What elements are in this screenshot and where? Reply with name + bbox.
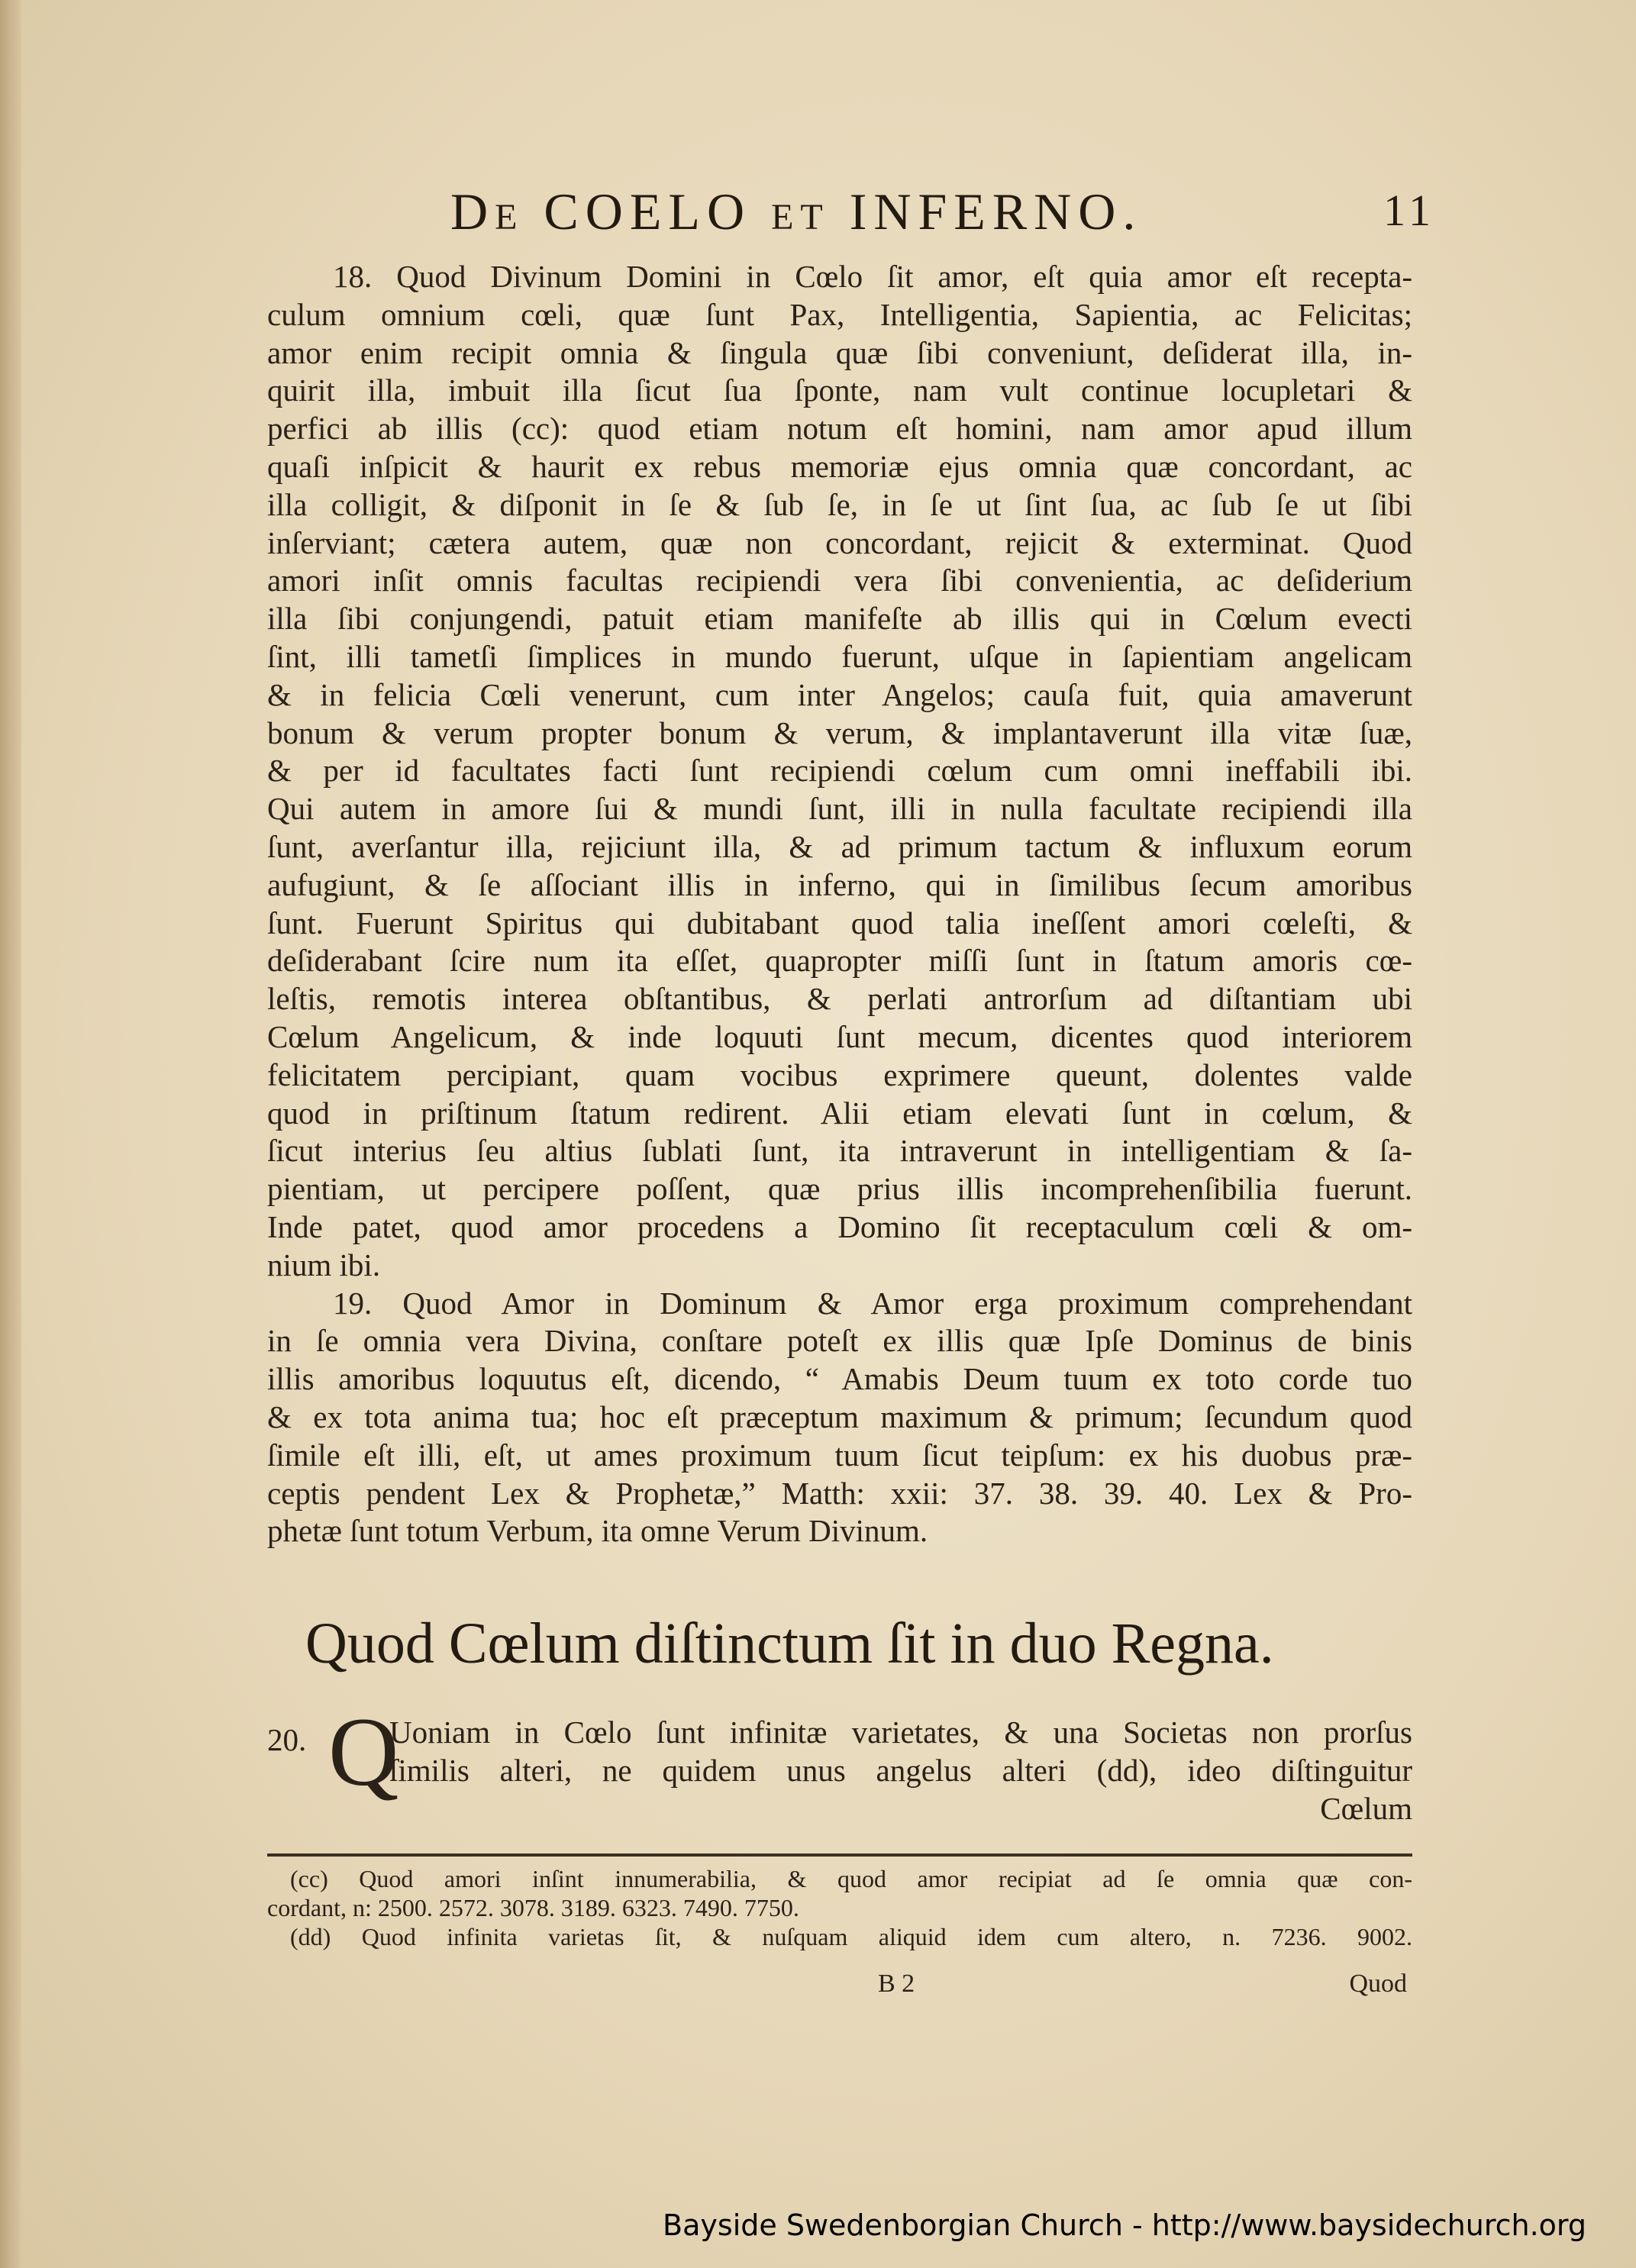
paragraph-line: ſunt. Fuerunt Spiritus qui dubitabant quod talia ineſſent amori cœleſti, & [267, 905, 1412, 940]
paragraph-18 [267, 258, 1412, 1285]
paragraph-line: ſimile eſt illi, eſt, ut ames proximum tuum ſicut teipſum: ex his duobus præ- [267, 1437, 1412, 1473]
paragraph-line: in ſe omnia vera Divina, conſtare poteſt ex illis quæ Ipſe Dominus de binis [267, 1323, 1412, 1359]
page-number: 11 [1383, 186, 1435, 235]
paragraph-line: nium ibi. [267, 1247, 381, 1282]
watermark: Bayside Swedenborgian Church - http://www.baysidechurch.org [663, 2208, 1586, 2242]
drop-cap: Q [328, 1698, 399, 1806]
running-title: De COELO et INFERNO. [450, 182, 1143, 240]
paragraph-line: leſtis, remotis interea obſtantibus, & perlati antrorſum ad diſtantiam ubi [267, 981, 1412, 1017]
paragraph-line: aufugiunt, & ſe aſſociant illis in inferno, qui in ſimilibus ſecum amoribus [267, 866, 1412, 902]
paragraph-line: Qui autem in amore ſui & mundi ſunt, illi in nulla facultate recipiendi illa [267, 791, 1412, 827]
paragraph-line: ſicut interius ſeu altius ſublati ſunt, ita intraverunt in intelligentiam & ſa- [267, 1133, 1412, 1169]
paragraph-line: Cœlum [1320, 1791, 1412, 1826]
paragraph-line: perfici ab illis (cc): quod etiam notum eſt homini, nam amor apud illum [267, 411, 1412, 447]
footnote-line: (dd) Quod infinita varietas ſit, & nuſquam aliquid idem cum altero, n. 7236. 9002. [290, 1923, 1412, 1950]
paragraph-line: ſint, illi tametſi ſimplices in mundo fuerunt, uſque in ſapientiam angelicam [267, 638, 1412, 674]
paragraph-line: Cœlum Angelicum, & inde loquuti ſunt mecum, dicentes quod interiorem [267, 1018, 1412, 1054]
paragraph-line: & in felicia Cœli venerunt, cum inter Angelos; cauſa fuit, quia amaverunt [267, 676, 1412, 712]
paragraph-line: quaſi inſpicit & haurit ex rebus memoriæ ejus omnia quæ concordant, ac [267, 448, 1412, 484]
footnote-line: (cc) Quod amori inſint innumerabilia, & quod amor recipiat ad ſe omnia quæ con- [290, 1865, 1412, 1892]
paragraph-line: 19. Quod Amor in Dominum & Amor erga proximum comprehendant [333, 1285, 1412, 1321]
catchword: Quod [1349, 1970, 1407, 1998]
section-heading: Quod Cœlum diſtinctum ſit in duo Regna. [305, 1611, 1274, 1676]
paragraph-line: & ex tota anima tua; hoc eſt præceptum maximum & primum; ſecundum quod [267, 1399, 1412, 1434]
paragraph-line: Uoniam in Cœlo ſunt infinitæ varietates, & una Societas non prorſus [389, 1715, 1412, 1750]
paragraph-line: culum omnium cœli, quæ ſunt Pax, Intelligentia, Sapientia, ac Felicitas; [267, 296, 1412, 332]
paragraph-line: illa ſibi conjungendi, patuit etiam manifeſte ab illis qui in Cœlum evecti [267, 601, 1412, 637]
signature-mark: B 2 [878, 1970, 915, 1998]
paragraph-line: pientiam, ut percipere poſſent, quæ prius illis incomprehenſibilia fuerunt. [267, 1171, 1412, 1207]
paragraph-line: deſiderabant ſcire num ita eſſet, quapropter miſſi ſunt in ſtatum amoris cœ- [267, 943, 1412, 979]
paragraph-line: & per id facultates facti ſunt recipiendi cœlum cum omni ineffabili ibi. [267, 753, 1412, 789]
paragraph-line: bonum & verum propter bonum & verum, & implantaverunt illa vitæ ſuæ, [267, 715, 1412, 750]
paragraph-line: felicitatem percipiant, quam vocibus exprimere queunt, dolentes valde [267, 1057, 1412, 1092]
paragraph-line: amori inſit omnis facultas recipiendi vera ſibi convenientia, ac deſiderium [267, 563, 1412, 598]
paragraph-line: illis amoribus loquutus eſt, dicendo, “ Amabis Deum tuum ex toto corde tuo [267, 1361, 1412, 1397]
paragraph-line: ſunt, averſantur illa, rejiciunt illa, & ad primum tactum & influxum eorum [267, 828, 1412, 864]
paragraph-line: inſerviant; cætera autem, quæ non concordant, rejicit & exterminat. Quod [267, 524, 1412, 560]
paragraph-19 [267, 1285, 1412, 1551]
paragraph-line: ſimilis alteri, ne quidem unus angelus alteri (dd), ideo diſtinguitur [389, 1753, 1412, 1788]
paragraph-line: phetæ ſunt totum Verbum, ita omne Verum Divinum. [267, 1513, 928, 1549]
paragraph-line: illa colligit, & diſponit in ſe & ſub ſe, in ſe ut ſint ſua, ac ſub ſe ut ſibi [267, 486, 1412, 522]
paragraph-number: 20. [267, 1722, 307, 1757]
footnotes [267, 1864, 1412, 1951]
paragraph-line: quod in priſtinum ſtatum redirent. Alii etiam elevati ſunt in cœlum, & [267, 1095, 1412, 1131]
page-gutter-edge [0, 0, 21, 2268]
footnote-rule [267, 1853, 1412, 1857]
paragraph-line: amor enim recipit omnia & ſingula quæ ſibi conveniunt, deſiderat illa, in- [267, 334, 1412, 370]
paragraph-line: Inde patet, quod amor procedens a Domino ſit receptaculum cœli & om- [267, 1208, 1412, 1244]
paragraph-line: ceptis pendent Lex & Prophetæ,” Matth: xxii: 37. 38. 39. 40. Lex & Pro- [267, 1475, 1412, 1511]
running-header [450, 182, 1435, 243]
paragraph-line: quirit illa, imbuit illa ſicut ſua ſponte, nam vult continue locupletari & [267, 373, 1412, 408]
body-text [267, 258, 1412, 1550]
footnote-line: cordant, n: 2500. 2572. 3078. 3189. 6323. 7490. 7750. [267, 1894, 799, 1921]
paragraph-line: 18. Quod Divinum Domini in Cœlo ſit amor, eſt quia amor eſt recepta- [333, 259, 1412, 294]
